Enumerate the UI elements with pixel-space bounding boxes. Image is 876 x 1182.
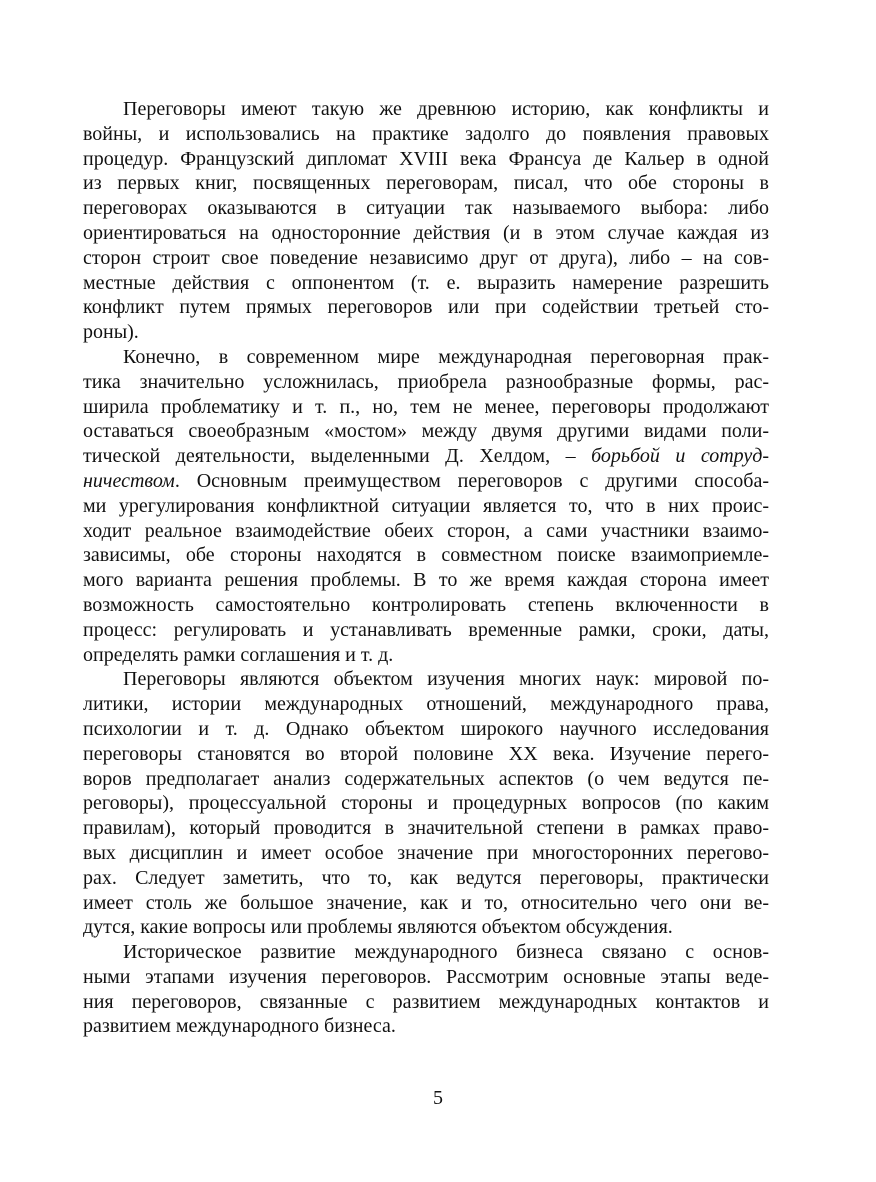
paragraph-2 [83, 345, 769, 667]
text-line: ния переговоров, связанные с развитием международных контактов и [83, 990, 769, 1013]
text-line: Историческое развитие международного бизнеса связано с основ- [123, 941, 769, 964]
text-line: воров предполагает анализ содержательных аспектов (о чем ведутся пе- [83, 767, 769, 790]
text-line: ходит реальное взаимодействие обеих сторон, а сами участники взаимо- [83, 519, 769, 542]
text-line: переговорах оказываются в ситуации так называемого выбора: либо [83, 197, 769, 220]
text-line: мого варианта решения проблемы. В то же время каждая сторона имеет [83, 569, 769, 592]
text-line: оставаться своеобразным «мостом» между двумя другими видами поли- [83, 420, 769, 443]
paragraph-1 [83, 97, 769, 345]
text-line: ными этапами изучения переговоров. Рассмотрим основные этапы веде- [83, 965, 769, 988]
text-line: Конечно, в современном мире международная переговорная прак- [123, 345, 769, 368]
text-line: ориентироваться на односторонние действия (и в этом случае каждая из [83, 221, 769, 244]
text-line: переговоры становятся во второй половине XX века. Изучение перего- [83, 742, 769, 765]
text-line: развитием международного бизнеса. [83, 1015, 396, 1038]
text-line: сторон строит свое поведение независимо друг от друга), либо – на сов- [83, 246, 769, 269]
document-page [83, 97, 769, 1039]
text-line: из первых книг, посвященных переговорам, писал, что обе стороны в [83, 172, 769, 195]
text-line: тика значительно усложнилась, приобрела разнообразные формы, рас- [83, 370, 769, 393]
text-line: процесс: регулировать и устанавливать временные рамки, сроки, даты, [83, 618, 769, 641]
text-line: процедур. Французский дипломат XVIII века Франсуа де Кальер в одной [83, 147, 769, 170]
text-line: вых дисциплин и имеет особое значение при многосторонних перегово- [83, 841, 769, 864]
text-line: психологии и т. д. Однако объектом широкого научного исследования [83, 717, 769, 740]
text-line: войны, и использовались на практике задолго до появления правовых [83, 122, 769, 145]
text-line: рах. Следует заметить, что то, как ведутся переговоры, практически [83, 866, 769, 889]
text-line: ми урегулирования конфликтной ситуации является то, что в них проис- [83, 494, 769, 517]
paragraph-3 [83, 667, 769, 940]
text-line: конфликт путем прямых переговоров или при содействии третьей сто- [83, 296, 769, 319]
text-segment: тической деятельности, выделенными Д. Хелдом, – [83, 445, 576, 468]
text-line: определять рамки соглашения и т. д. [83, 643, 394, 666]
page-number: 5 [433, 1087, 443, 1109]
text-line: правилам), который проводится в значительной степени в рамках право- [83, 817, 769, 840]
text-line: дутся, какие вопросы или проблемы являются объектом обсуждения. [83, 916, 673, 939]
text-line: зависимы, обе стороны находятся в совместном поиске взаимоприемле- [83, 544, 769, 567]
italic-term: борьбой и сотруд- [591, 445, 769, 468]
text-segment: . Основным преимуществом переговоров с другими способа- [174, 469, 769, 492]
text-line: ширила проблематику и т. п., но, тем не менее, переговоры продолжают [83, 395, 769, 418]
paragraph-4 [83, 940, 769, 1039]
text-line: Переговоры являются объектом изучения многих наук: мировой по- [123, 668, 769, 691]
text-line: литики, истории международных отношений, международного права, [83, 693, 769, 716]
text-line-mixed [83, 469, 769, 494]
text-line: Переговоры имеют такую же древнюю историю, как конфликты и [123, 98, 769, 120]
italic-term: ничеством [83, 469, 175, 492]
text-line: реговоры), процессуальной стороны и процедурных вопросов (по каким [83, 792, 769, 815]
text-line: имеет столь же большое значение, как и то, относительно чего они ве- [83, 891, 769, 914]
text-line: возможность самостоятельно контролировать степень включенности в [83, 593, 769, 616]
text-line: местные действия с оппонентом (т. е. выразить намерение разрешить [83, 271, 769, 294]
text-line-mixed [83, 444, 769, 469]
text-line: роны). [83, 321, 139, 344]
